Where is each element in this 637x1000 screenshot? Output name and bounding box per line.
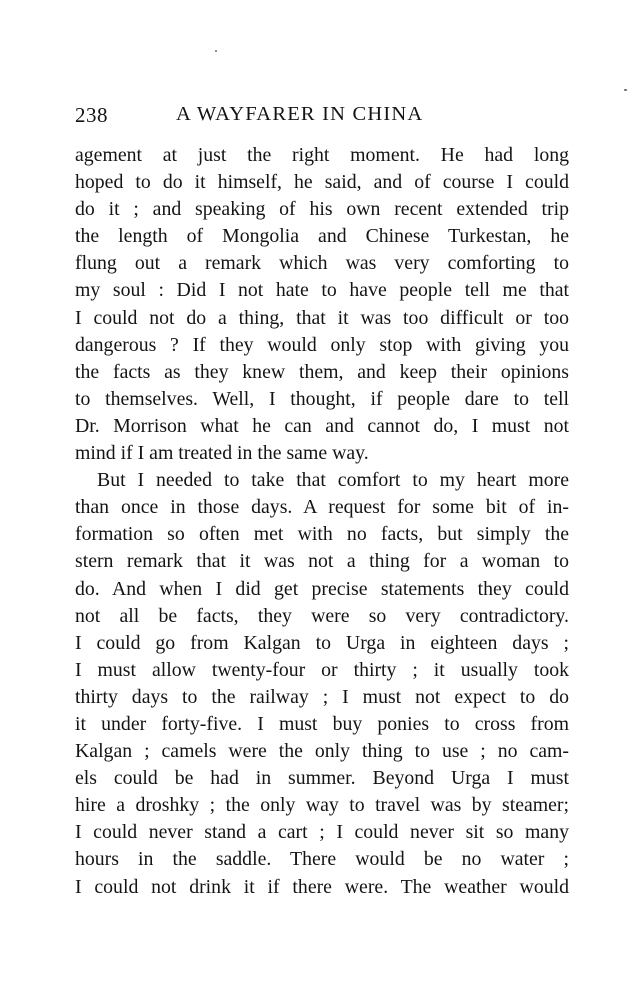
text-line: I could not do a thing, that it was too difficult or too — [75, 306, 569, 329]
text-line: hoped to do it himself, he said, and of course I could — [75, 171, 569, 194]
text-line: my soul : Did I not hate to have people tell me that — [75, 279, 569, 302]
text-line: than once in those days. A request for some bit of in- — [75, 496, 569, 519]
paragraph-start-line: But I needed to take that comfort to my heart more — [97, 469, 569, 492]
text-line: it under forty-five. I must buy ponies to cross from — [75, 712, 569, 735]
paragraph-end-line: mind if I am treated in the same way. — [75, 442, 369, 465]
page-header — [75, 103, 569, 133]
text-line: formation so often met with no facts, but simply the — [75, 523, 569, 546]
print-speck — [624, 89, 627, 91]
text-line: not all be facts, they were so very contradictory. — [75, 604, 569, 627]
text-line: hours in the saddle. There would be no water ; — [75, 848, 569, 871]
text-line: do. And when I did get precise statements they could — [75, 577, 569, 600]
text-line: I could not drink it if there were. The weather would — [75, 875, 569, 898]
text-line: stern remark that it was not a thing for a woman to — [75, 550, 569, 573]
text-line: the length of Mongolia and Chinese Turkestan, he — [75, 225, 569, 248]
text-line: els could be had in summer. Beyond Urga I must — [75, 767, 569, 790]
page-number: 238 — [75, 103, 108, 127]
text-line: flung out a remark which was very comforting to — [75, 252, 569, 275]
text-line: I must allow twenty-four or thirty ; it usually took — [75, 658, 569, 681]
print-speck — [215, 50, 217, 52]
text-line: agement at just the right moment. He had long — [75, 144, 569, 166]
text-line: dangerous ? If they would only stop with giving you — [75, 333, 569, 356]
text-line: Kalgan ; camels were the only thing to use ; no cam- — [75, 740, 569, 763]
text-line: the facts as they knew them, and keep their opinions — [75, 360, 569, 383]
text-line: do it ; and speaking of his own recent extended trip — [75, 198, 569, 221]
running-title: A WAYFARER IN CHINA — [176, 103, 424, 125]
text-line: Dr. Morrison what he can and cannot do, I must not — [75, 414, 569, 437]
body-text — [75, 142, 569, 901]
text-line: hire a droshky ; the only way to travel was by steamer; — [75, 794, 569, 817]
text-line: to themselves. Well, I thought, if people dare to tell — [75, 387, 569, 410]
text-line: thirty days to the railway ; I must not expect to do — [75, 685, 569, 708]
text-line: I could never stand a cart ; I could never sit so many — [75, 821, 569, 844]
text-line: I could go from Kalgan to Urga in eighteen days ; — [75, 631, 569, 654]
